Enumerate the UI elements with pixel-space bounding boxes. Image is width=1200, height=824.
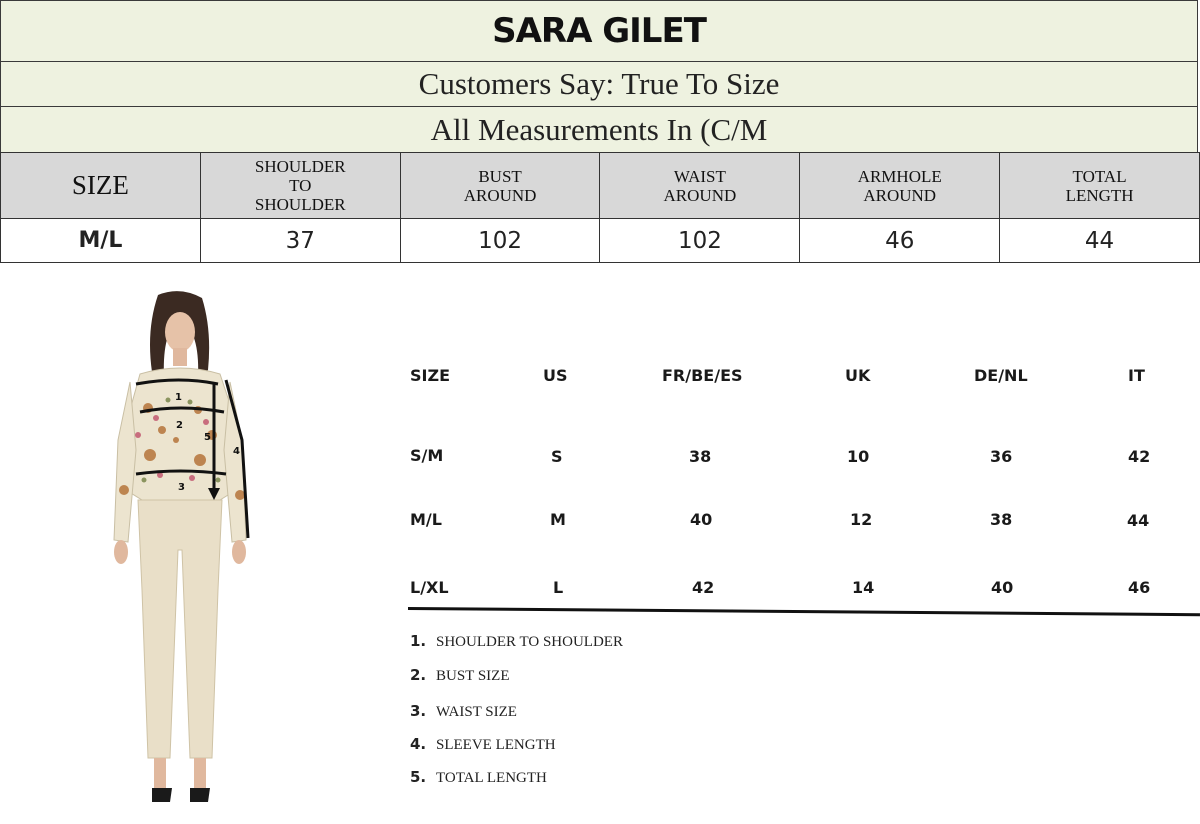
conv-row-1-de: 36	[990, 447, 1013, 466]
conv-row-3-it: 46	[1128, 578, 1151, 597]
legend-item-1: 1. SHOULDER TO SHOULDER	[410, 632, 623, 650]
conv-row-3-size: L/XL	[410, 578, 449, 597]
conv-row-2-de: 38	[990, 510, 1013, 529]
conv-header-it: IT	[1128, 366, 1145, 385]
product-title: SARA GILET	[492, 11, 706, 51]
cell-size: M/L	[1, 219, 201, 263]
cell-length: 44	[1000, 219, 1200, 263]
conv-row-1-it: 42	[1128, 447, 1151, 466]
conversion-divider	[408, 607, 1200, 616]
conv-row-2-fr: 40	[690, 510, 713, 529]
fit-note: Customers Say: True To Size	[418, 66, 780, 101]
legend-item-3: 3. WAIST SIZE	[410, 702, 517, 720]
header-armhole: ARMHOLE AROUND	[800, 153, 1000, 219]
units-band	[0, 106, 1198, 153]
conv-row-3-us: L	[553, 578, 564, 597]
title-band	[0, 0, 1198, 62]
conv-row-2-size: M/L	[410, 510, 442, 529]
marker-1: 1	[175, 392, 182, 403]
marker-3: 3	[178, 482, 185, 493]
measurement-row	[1, 219, 1200, 263]
conv-header-size: SIZE	[410, 366, 451, 385]
conv-header-fr: FR/BE/ES	[662, 366, 743, 385]
conv-header-de: DE/NL	[974, 366, 1028, 385]
header-waist: WAIST AROUND	[600, 153, 800, 219]
measurement-header-row	[1, 153, 1200, 219]
header-length: TOTAL LENGTH	[1000, 153, 1200, 219]
cell-waist: 102	[600, 219, 800, 263]
marker-5: 5	[204, 432, 211, 443]
conv-row-2-us: M	[550, 510, 566, 529]
fit-note-band	[0, 61, 1198, 107]
conv-row-3-de: 40	[991, 578, 1014, 597]
cell-shoulder: 37	[200, 219, 400, 263]
header-bust: BUST AROUND	[400, 153, 600, 219]
model-figure	[100, 290, 260, 810]
measurement-table	[0, 152, 1200, 263]
conv-row-1-size: S/M	[410, 446, 444, 465]
conv-header-uk: UK	[845, 366, 871, 385]
conv-row-1-fr: 38	[689, 447, 712, 466]
conv-row-1-uk: 10	[847, 447, 870, 466]
conv-row-2-it: 44	[1127, 511, 1150, 530]
cell-armhole: 46	[800, 219, 1000, 263]
conv-row-3-fr: 42	[692, 578, 715, 597]
legend-item-2: 2. BUST SIZE	[410, 666, 510, 684]
header-shoulder: SHOULDER TO SHOULDER	[200, 153, 400, 219]
conv-header-us: US	[543, 366, 568, 385]
conv-row-1-us: S	[551, 447, 563, 466]
marker-4: 4	[233, 446, 240, 457]
legend-item-5: 5. TOTAL LENGTH	[410, 768, 547, 786]
cell-bust: 102	[400, 219, 600, 263]
conv-row-3-uk: 14	[852, 578, 875, 597]
marker-2: 2	[176, 420, 183, 431]
units-note: All Measurements In (C/M	[430, 111, 768, 147]
legend-item-4: 4. SLEEVE LENGTH	[410, 735, 556, 753]
conv-row-2-uk: 12	[850, 510, 873, 529]
header-size: SIZE	[1, 153, 201, 219]
